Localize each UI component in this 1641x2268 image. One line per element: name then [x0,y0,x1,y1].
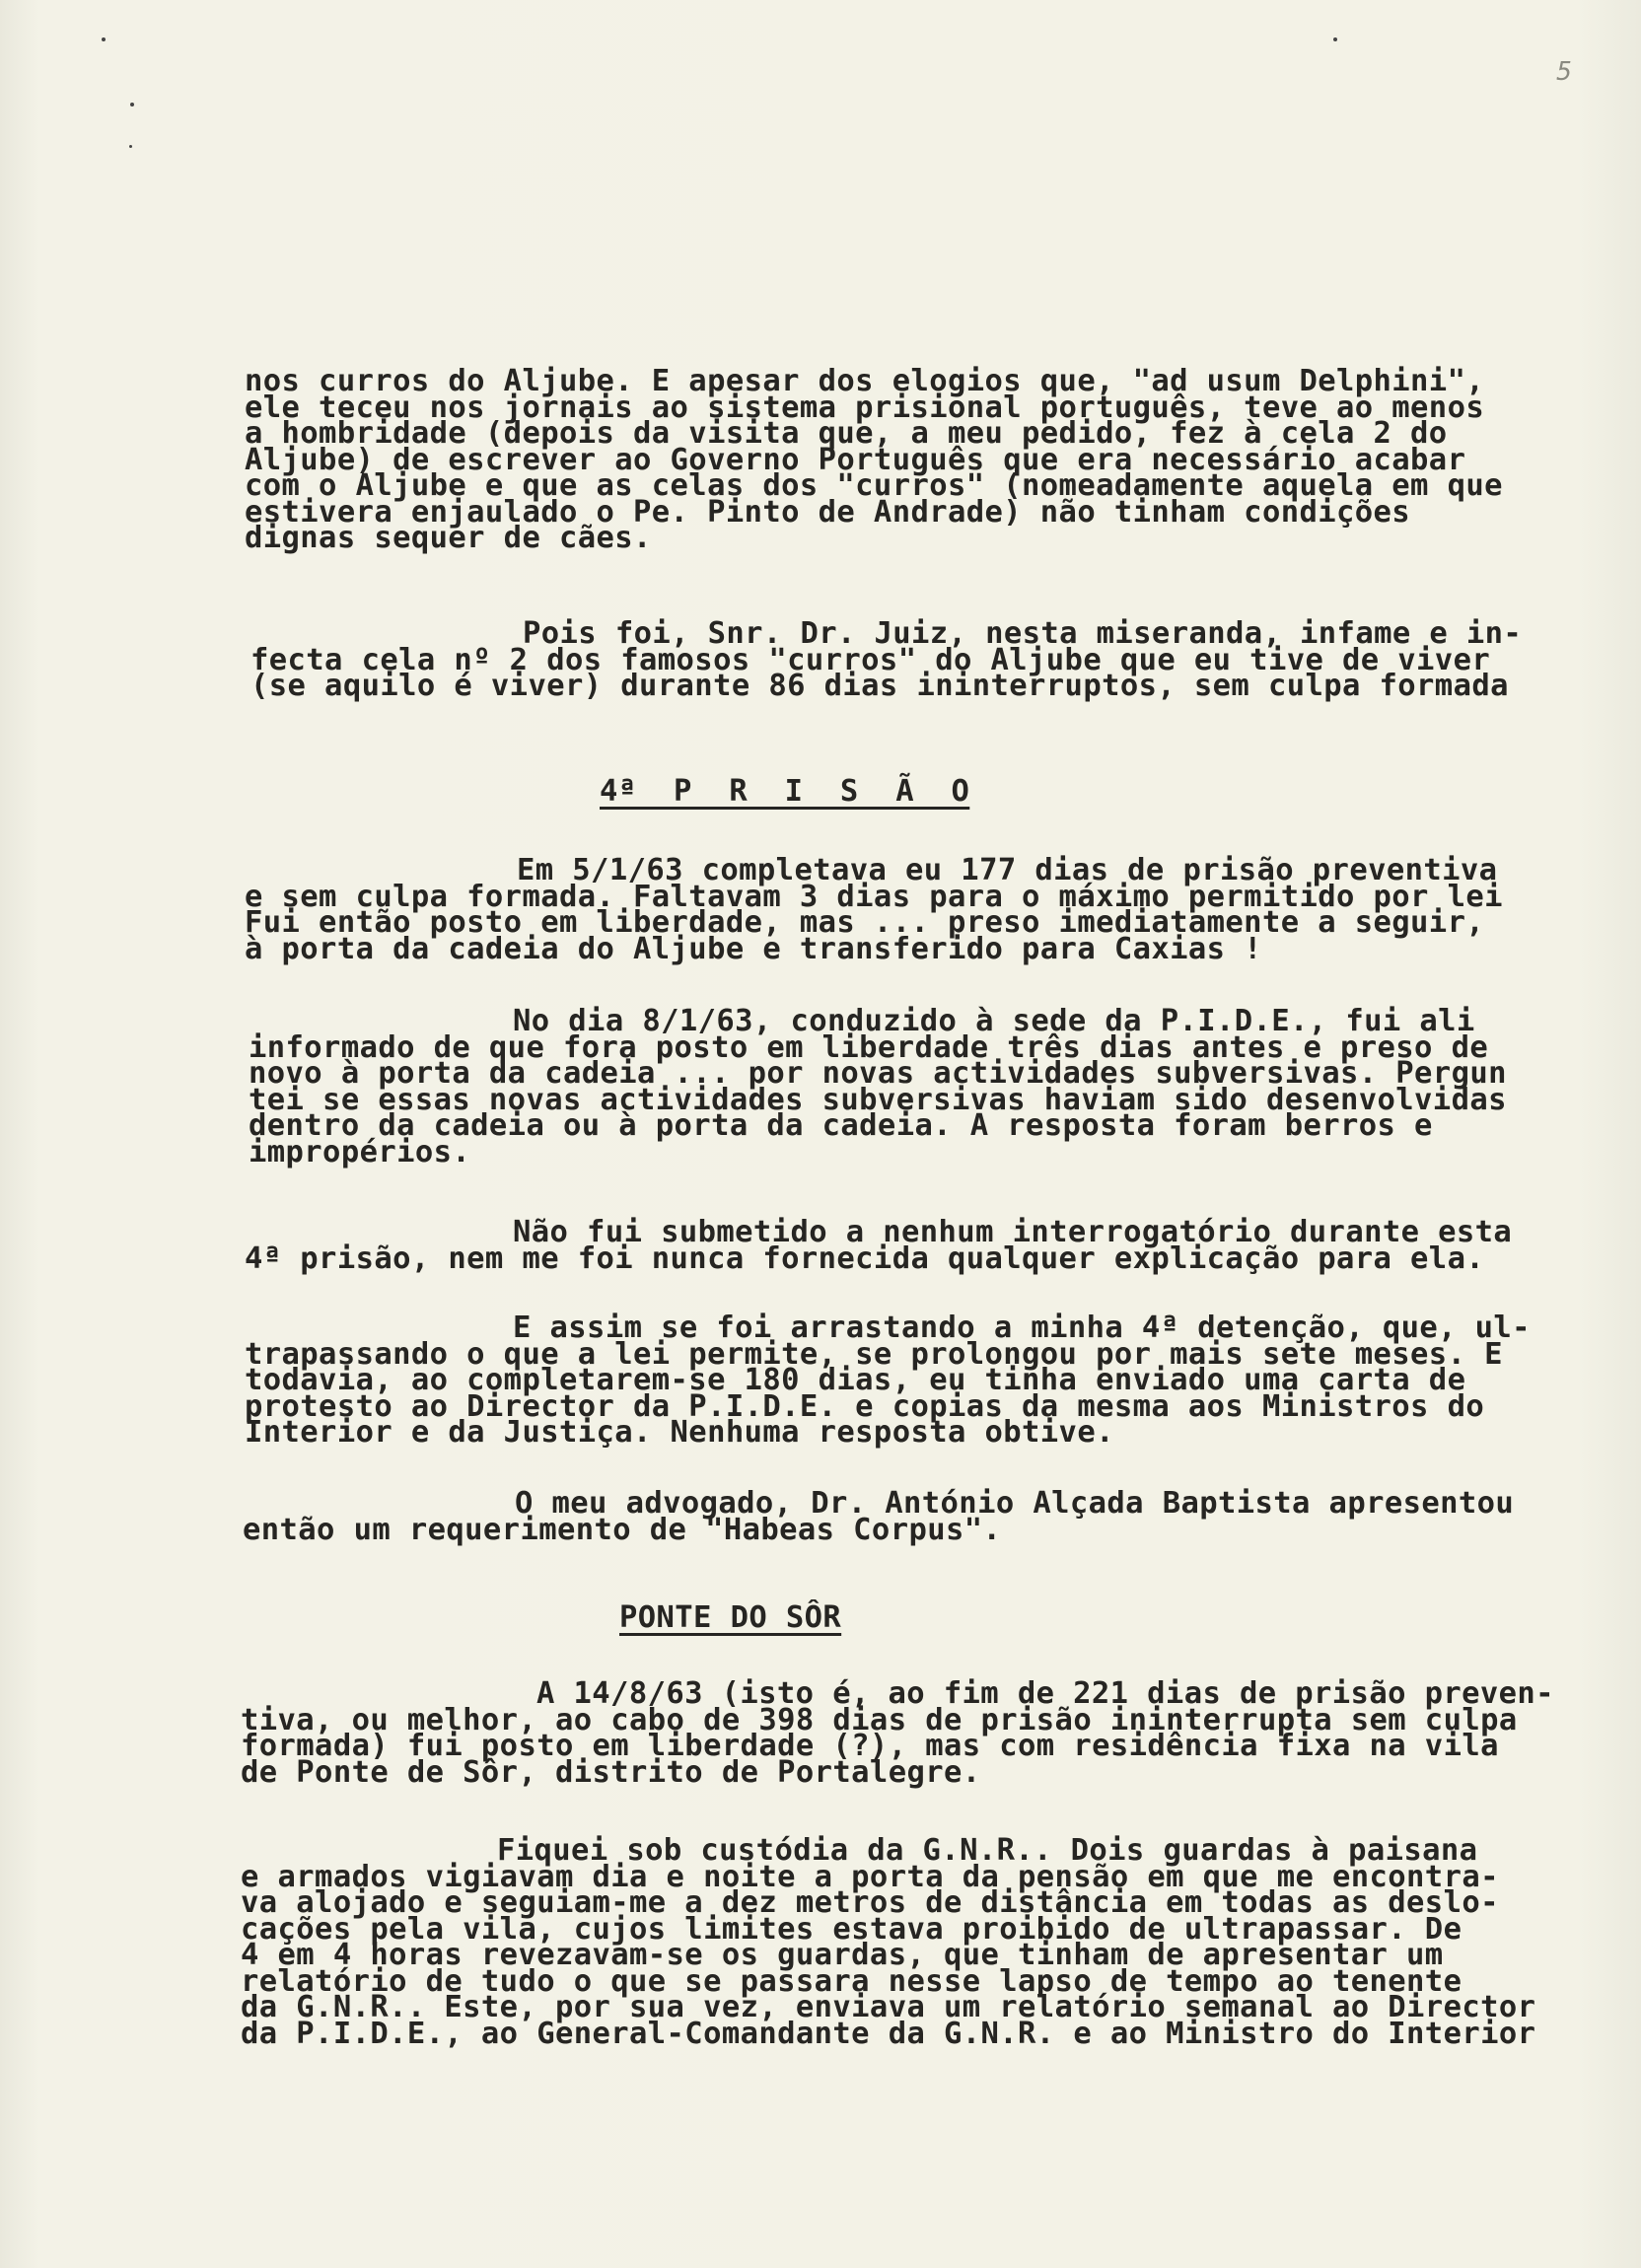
text-line: tiva, ou melhor, ao cabo de 398 dias de prisão ininterrupta sem culpa [241,1702,1518,1737]
text-line: dignas sequer de cães. [245,521,652,555]
text-line: da G.N.R.. Este, por sua vez, enviava um relatório semanal ao Director [241,1990,1536,2024]
text-line: Interior e da Justiça. Nenhuma resposta obtive. [245,1415,1114,1450]
text-line: à porta da cadeia do Aljube e transferido para Caxias ! [245,931,1262,966]
text-line: e sem culpa formada. Faltavam 3 dias para o máximo permitido por lei [245,879,1503,914]
paragraph-advogado [243,1486,1627,1547]
text-line: da P.I.D.E., ao General-Comandante da G.N.R. e ao Ministro do Interior [241,2016,1536,2051]
paragraph-14-8-63 [241,1676,1625,1790]
text-line: Não fui submetido a nenhum interrogatório durante esta [513,1215,1513,1249]
text-line: protesto ao Director da P.I.D.E. e copias da mesma aos Ministros do [245,1388,1485,1424]
paragraph-cela-2 [250,616,1635,703]
text-line: O meu advogado, Dr. António Alçada Baptista apresentou [515,1486,1515,1521]
text-line: relatório de tudo o que se passara nesse lapso de tempo ao tenente [241,1963,1463,1999]
text-line: 4ª prisão, nem me foi nunca fornecida qualquer explicação para ela. [245,1240,1485,1276]
paragraph-5-1-63 [245,853,1629,966]
text-line: ele teceu nos jornais ao sistema prisional português, teve ao menos [245,390,1485,425]
paragraph-aljube-curros [245,364,1629,555]
text-line: 4 em 4 horas revezavam-se os guardas, que tinham de apresentar um [241,1938,1444,1972]
text-line: então um requerimento de "Habeas Corpus". [243,1512,1002,1547]
paragraph-8-1-63 [249,1004,1633,1169]
section-heading-ponte-do-sor: PONTE DO SÔR [619,1600,842,1635]
paper-speck [102,37,106,41]
text-line: Fui então posto em liberdade, mas ... preso imediatamente a seguir, [245,905,1485,940]
text-line: impropérios. [249,1134,471,1169]
text-line: cações pela vila, cujos limites estava proibido de ultrapassar. De [241,1911,1463,1947]
text-line: nos curros do Aljube. E apesar dos elogios que, "ad usum Delphini", [245,364,1485,398]
text-line: de Ponte de Sôr, distrito de Portalegre. [241,1754,981,1790]
text-line: Fiquei sob custódia da G.N.R.. Dois guardas à paisana [497,1833,1478,1868]
text-line: (se aquilo é viver) durante 86 dias ininterruptos, sem culpa formada [250,669,1509,703]
text-line: Em 5/1/63 completava eu 177 dias de prisão preventiva [517,853,1498,887]
paragraph-interrogatorio [245,1215,1629,1276]
section-heading-4a-prisao: 4ª P R I S Ã O [600,774,970,809]
paragraph-4a-detencao [245,1311,1629,1450]
text-line: trapassando o que a lei permite, se prolongou por mais sete meses. E [245,1336,1503,1372]
text-line: tei se essas novas actividades subversivas haviam sido desenvolvidas [249,1082,1507,1117]
paper-speck [129,145,132,148]
text-line: Aljube) de escrever ao Governo Português que era necessário acabar [245,442,1466,477]
paper-speck [130,103,134,106]
text-line: va alojado e seguiam-me a dez metros de distância em todas as deslo- [241,1885,1499,1920]
text-line: novo à porta da cadeia ... por novas actividades subversivas. Pergun [249,1056,1507,1091]
text-line: dentro da cadeia ou à porta da cadeia. A resposta foram berros e [249,1108,1433,1143]
text-line: Pois foi, Snr. Dr. Juiz, nesta miseranda, infame e in- [523,616,1523,651]
text-line: No dia 8/1/63, conduzido à sede da P.I.D.E., fui ali [513,1004,1475,1038]
text-line: E assim se foi arrastando a minha 4ª detenção, que, ul- [513,1311,1531,1345]
page-number: 5 [1556,57,1572,87]
text-line: estivera enjaulado o Pe. Pinto de Andrade) não tinham condições [245,494,1411,530]
paper-speck [1333,37,1337,41]
text-line: a hombridade (depois da visita que, a meu pedido, fez à cela 2 do [245,416,1448,451]
text-line: formada) fui posto em liberdade (?), mas com residência fixa na vila [241,1729,1499,1763]
paragraph-custodia-gnr [241,1833,1625,2051]
text-line: com o Aljube e que as celas dos "curros" (nomeadamente aquela em que [245,468,1503,503]
text-line: e armados vigiavam dia e noite a porta da pensão em que me encontra- [241,1859,1499,1894]
text-line: todavia, ao completarem-se 180 dias, eu tinha enviado uma carta de [245,1363,1466,1397]
text-line: A 14/8/63 (isto é, ao fim de 221 dias de prisão preven- [536,1676,1554,1711]
text-line: informado de que fora posto em liberdade três dias antes e preso de [249,1029,1489,1065]
text-line: fecta cela nº 2 dos famosos "curros" do Aljube que eu tive de viver [250,642,1491,677]
